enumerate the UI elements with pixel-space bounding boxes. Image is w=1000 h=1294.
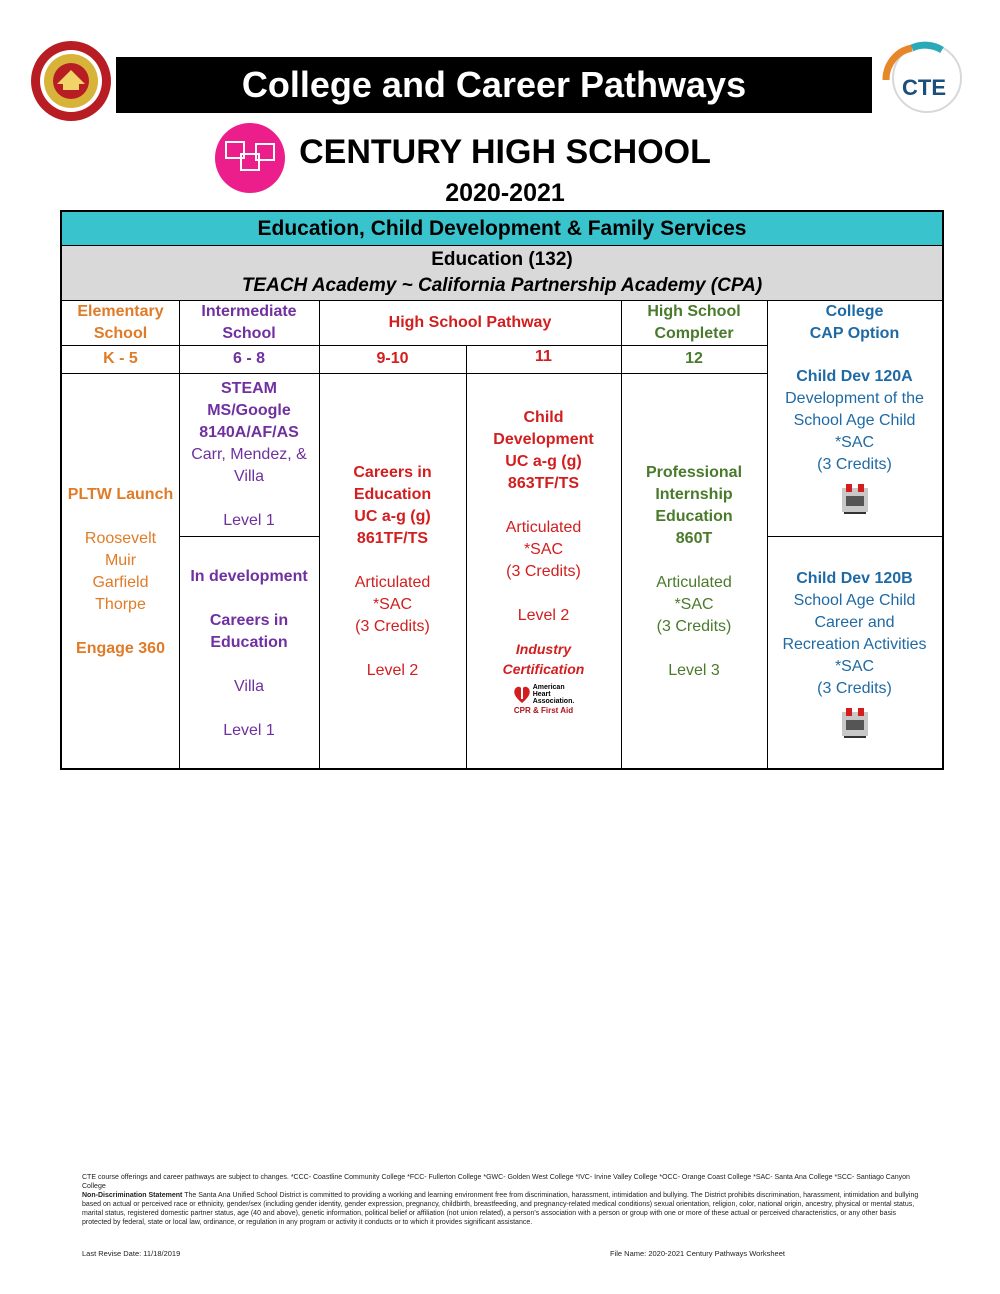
college-120a-cell [767,345,942,536]
col-header-text: High School [647,302,741,320]
elementary-program: Engage 360 [76,639,165,657]
child-development-icon [214,122,286,194]
articulation-text: (3 Credits) [506,563,581,580]
grade-k5 [62,345,179,373]
course-title: Careers in [353,463,432,481]
course-title: Careers in [209,611,289,629]
svg-text:CTE: CTE [902,75,946,100]
elementary-school: Muir [104,551,137,569]
col-header-college [767,300,942,345]
aha-text: American [532,683,565,691]
course-title: UC a-g (g) [505,453,582,470]
articulation-text: Articulated [656,573,732,591]
col-header-text: College [825,302,884,320]
grid-line [767,536,942,537]
col-header-text: School [222,324,276,342]
course-title: UC a-g (g) [354,507,431,525]
grade-text: 12 [685,350,703,367]
col-header-text: Elementary [77,302,164,320]
college-building-icon [840,706,870,740]
articulation-text: Articulated [354,573,431,591]
col-header-text: Completer [654,324,734,342]
grade-6-8 [179,345,319,373]
grid-line [62,300,942,301]
certification-label: Certification [502,661,585,677]
college-desc: Career and [814,613,895,631]
col-header-elementary [62,300,179,345]
academy-title: TEACH Academy ~ California Partnership Academy (CPA) [241,274,763,296]
pathway-title: Education (132) [431,248,573,270]
articulation-text: *SAC [834,657,875,675]
course-title: MS/Google [207,401,291,419]
col-header-text: CAP Option [809,324,900,342]
col-header-intermediate [179,300,319,345]
grid-line [62,245,942,246]
grid-line [62,373,767,374]
college-course: Child Dev 120A [796,367,913,385]
grid-line [179,300,180,770]
college-desc: School Age Child [793,411,916,429]
col-header-completer [621,300,767,345]
col-header-text: Intermediate [201,302,297,320]
nd-text: The Santa Ana Unified School District is committed to providing a working and learning environment free from discrimination, harassment, intimidation and bullying. The District prohibits discrimination, harassment, intimidation and bullying based on actual or perceived race or ethnicity, gender/sex (including gender identity, gender expression, pregnancy, childbirth, breastfeeding, and pregnancy-related medical conditions) sexual orientation, religion, color, national origin, ancestry, physical or mental status, marital status, registered domestic partner status, age (40 and above), genetic information, political belief or affiliation (not union related), a person's association with a person or group with one or more of these actual or perceived characteristics, or any other basis protected by federal, state or local law, ordinance, or regulation in any program or activity it conducts or to which it provides significant assistance. [82,1192,919,1226]
credits-text: (3 Credits) [817,455,892,473]
articulation-text: (3 Credits) [355,617,430,635]
grade-9-10-cell [319,373,466,770]
articulation-text: *SAC [674,595,714,613]
level-label: Level 3 [668,661,720,679]
grade-text: 11 [535,348,552,365]
level-label: Level 1 [223,721,275,739]
pathway-row [62,245,942,300]
college-desc: School Age Child [793,591,916,609]
course-title: Internship [655,485,733,503]
credits-text: (3 Credits) [817,679,892,697]
grid-line [62,345,767,346]
footer-notice: CTE course offerings and career pathways are subject to changes. *CCC- Coastline Community College *FCC- Fullerton College *GWC- Golden West College *IVC- Irvine Valley College *OCC- Orange Coast College *SAC- Santa Ana College *SCC- Santiago Canyon College [82,1174,910,1190]
level-label: Level 1 [223,511,275,529]
course-title: Professional [645,463,743,481]
aha-cpr-text: CPR & First Aid [513,706,574,715]
pathway-table [60,210,944,770]
articulation-text: *SAC [523,541,564,558]
cte-logo [872,40,967,120]
course-title: 861TF/TS [356,529,429,547]
sector-title: Education, Child Development & Family Services [257,216,747,240]
course-title: STEAM [221,379,277,397]
aha-logo [513,683,575,705]
college-desc: Development of the [785,389,924,407]
nd-label: Non-Discrimination Statement [82,1192,183,1199]
articulation-text: Articulated [505,519,582,536]
file-name: File Name: 2020-2021 Century Pathways Worksheet [610,1249,785,1258]
col-header-text: High School Pathway [388,313,552,331]
course-title: Child [523,409,564,426]
sector-row [62,212,942,245]
grade-text: K - 5 [103,350,138,367]
course-title: 863TF/TS [507,475,580,492]
grid-line [621,300,622,770]
school-list: Villa [234,467,264,485]
grid-line [319,300,320,770]
heart-torch-icon [513,683,531,705]
district-seal-logo [30,40,112,122]
course-title: Education [655,507,733,525]
status-label: In development [190,567,308,585]
footer-notes [82,1173,922,1227]
banner-title: College and Career Pathways [116,57,872,113]
course-title: 860T [675,529,713,547]
aha-text: Heart [532,690,551,698]
grid-line [466,345,467,770]
school-name: CENTURY HIGH SCHOOL [299,133,711,171]
grade-text: 9-10 [376,350,409,367]
col-header-high-school [319,300,621,345]
non-discrimination-statement [82,1191,922,1227]
grade-text: 6 - 8 [232,350,265,367]
course-title: Education [353,485,432,503]
course-title: Development [493,431,594,448]
articulation-text: *SAC [372,595,413,613]
elementary-school: Roosevelt [84,529,157,547]
college-120b-cell [767,537,942,770]
grade-12-cell [621,373,767,770]
intermediate-steam-cell [179,373,319,536]
aha-text: Association. [532,697,575,705]
last-revise-date: Last Revise Date: 11/18/2019 [82,1249,181,1258]
college-desc: Recreation Activities [782,635,927,653]
grade-11 [466,345,621,369]
grade-11-cell [466,373,621,770]
certification-label: Industry [515,641,572,657]
level-label: Level 2 [517,607,570,624]
elementary-cell [62,373,179,770]
grid-line [767,300,768,770]
grade-12 [621,345,767,373]
grade-9-10 [319,345,466,373]
elementary-program: PLTW Launch [67,485,174,503]
articulation-text: *SAC [834,433,875,451]
college-course: Child Dev 120B [796,569,913,587]
college-building-icon [840,482,870,516]
elementary-school: Garfield [92,573,149,591]
articulation-text: (3 Credits) [656,617,732,635]
grid-line [179,536,319,537]
level-label: Level 2 [366,661,419,679]
school-list: Villa [234,677,264,695]
school-list: Carr, Mendez, & [191,445,307,463]
school-year: 2020-2021 [445,179,565,207]
elementary-school: Thorpe [95,595,146,613]
col-header-text: School [93,324,148,342]
intermediate-careers-cell [179,537,319,770]
course-title: 8140A/AF/AS [199,423,299,441]
course-title: Education [210,633,288,651]
